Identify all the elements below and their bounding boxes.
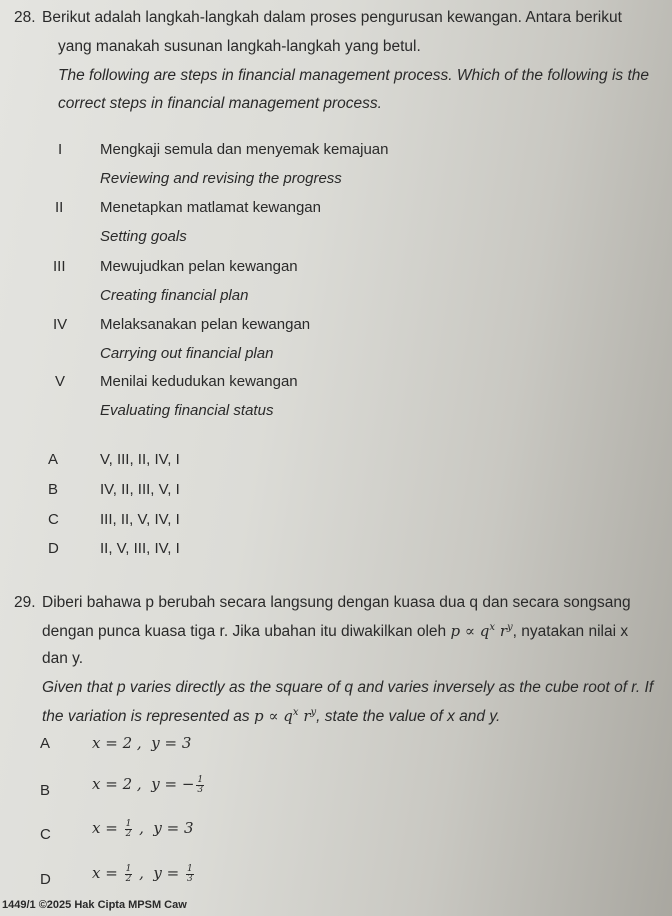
option-text: IV, II, III, V, I — [100, 481, 180, 498]
step-roman: V — [55, 373, 66, 390]
option-letter: C — [48, 511, 59, 528]
option-text: II, V, III, IV, I — [100, 540, 180, 557]
option-math: x = 2 , y = − $\frac{1}{3}$ — [92, 774, 204, 795]
step-malay: Mewujudkan pelan kewangan — [100, 258, 298, 275]
step-roman: III — [53, 258, 66, 275]
q29-malay-line2-wrap — [42, 622, 628, 641]
q29-malay-line2: dengan punca kuasa tiga r. Jika ubahan itu diwakilkan oleh — [42, 623, 447, 640]
relation-formula: $p \propto q^x$ $r^y$ — [253, 707, 317, 725]
step-malay: Mengkaji semula dan menyemak kemajuan — [100, 141, 389, 158]
option-letter: C — [40, 826, 51, 843]
q29-english-line1: Given that p varies directly as the square of q and varies inversely as the cube root of r. If — [42, 679, 654, 696]
option-math: x = $\frac{1}{2}$ , y = $\frac{1}{3}$ — [92, 863, 193, 884]
option-math: x = 2 , y = 3 — [92, 734, 192, 752]
q29-malay-line2-tail: , nyatakan nilai x — [512, 623, 629, 640]
step-english: Reviewing and revising the progress — [100, 170, 342, 187]
step-english: Carrying out financial plan — [100, 345, 274, 362]
q28-english-line2: correct steps in financial management process. — [58, 95, 382, 112]
step-malay: Menetapkan matlamat kewangan — [100, 199, 321, 216]
step-roman: II — [55, 199, 64, 216]
step-malay: Melaksanakan pelan kewangan — [100, 316, 311, 333]
option-text: III, II, V, IV, I — [100, 511, 180, 528]
q29-number: 29. — [14, 594, 36, 611]
option-text: V, III, II, IV, I — [100, 451, 180, 468]
option-letter: B — [40, 782, 51, 799]
q29-english-line2-wrap — [42, 707, 500, 726]
footer-copyright: 1449/1 ©2025 Hak Cipta MPSM Caw — [2, 899, 187, 911]
step-english: Creating financial plan — [100, 287, 249, 304]
step-malay: Menilai kedudukan kewangan — [100, 373, 298, 390]
option-letter: A — [40, 735, 51, 752]
step-english: Setting goals — [100, 228, 187, 245]
option-letter: D — [48, 540, 59, 557]
option-letter: A — [48, 451, 59, 468]
step-roman: I — [58, 141, 63, 158]
q28-malay-line1: Berikut adalah langkah-langkah dalam proses pengurusan kewangan. Antara berikut — [42, 9, 622, 26]
option-math: x = $\frac{1}{2}$ , y = 3 — [92, 818, 194, 839]
option-letter: B — [48, 481, 59, 498]
q29-english-line2: the variation is represented as — [42, 708, 250, 725]
q29-malay-line3: dan y. — [42, 650, 84, 667]
option-letter: D — [40, 871, 51, 888]
step-roman: IV — [53, 316, 68, 333]
step-english: Evaluating financial status — [100, 402, 274, 419]
relation-formula: $p \propto q^x$ $r^y$ — [450, 622, 513, 640]
q29-malay-line1: Diberi bahawa p berubah secara langsung dengan kuasa dua q dan secara songsang — [42, 594, 631, 611]
q28-malay-line2: yang manakah susunan langkah-langkah yang betul. — [58, 38, 421, 55]
q29-english-line2-tail: , state the value of x and y. — [316, 708, 501, 725]
q28-number: 28. — [14, 9, 36, 26]
q28-english-line1: The following are steps in financial management process. Which of the following is the — [58, 67, 650, 84]
